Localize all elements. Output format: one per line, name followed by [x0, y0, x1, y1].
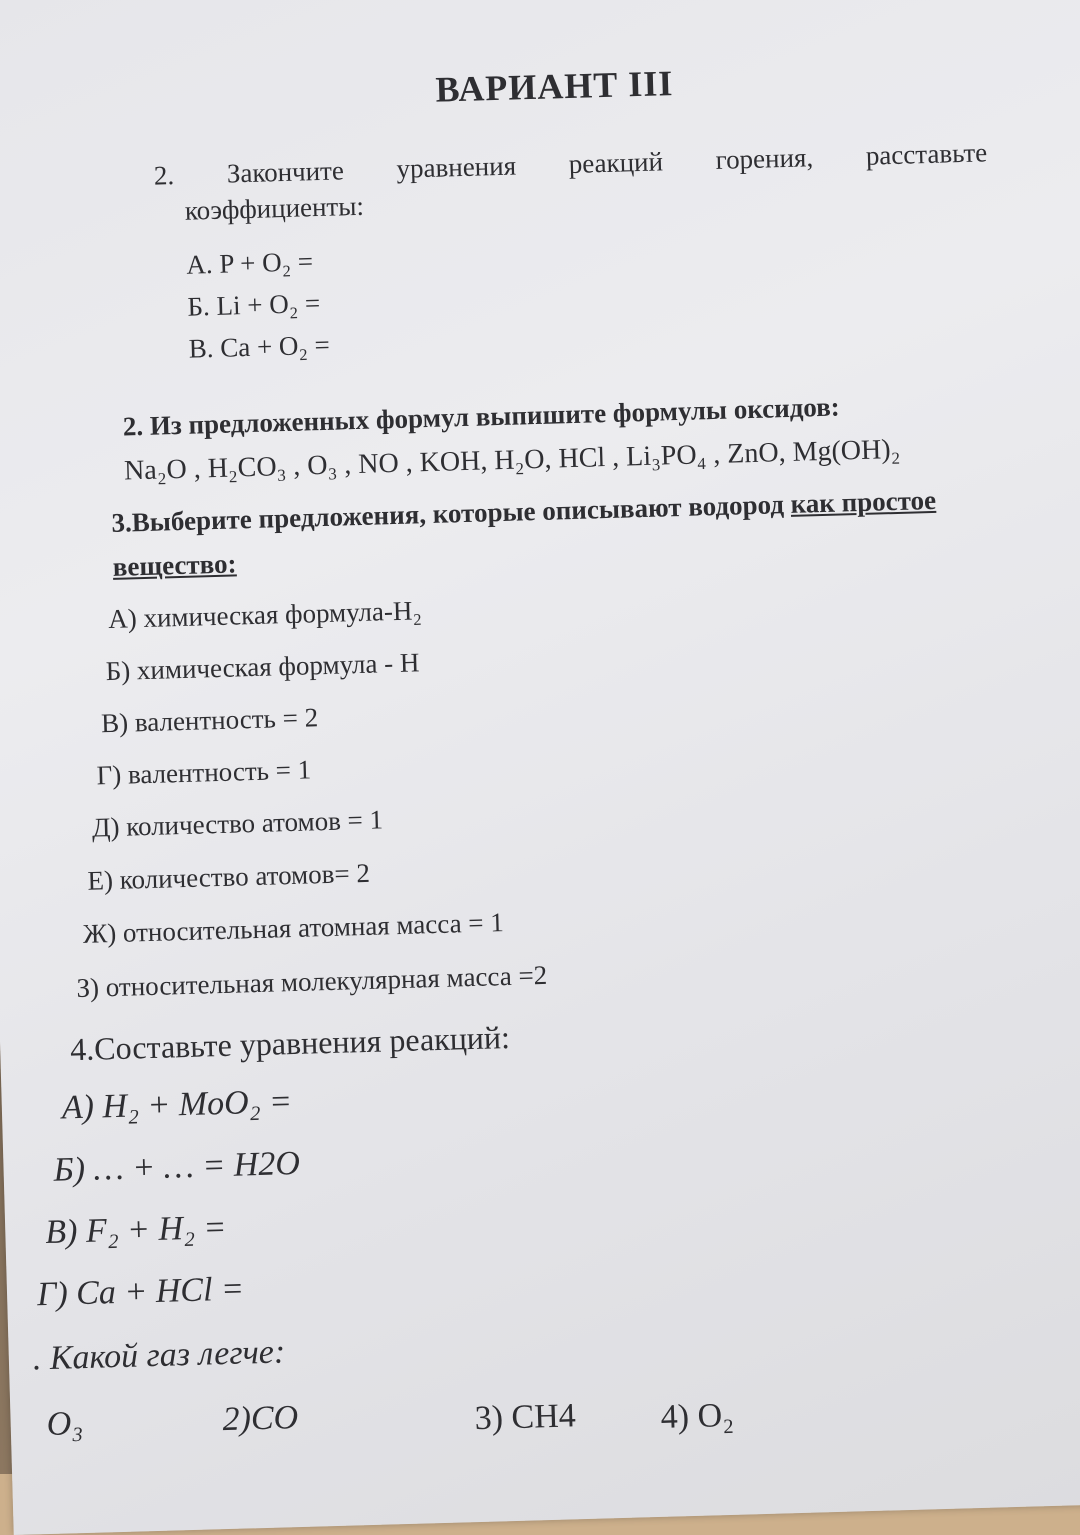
task2-formulas: Na₂O , H₂CO₃ , O₃ , NO , KOH, H₂O, HCl , Li₃PO₄ , ZnO, Mg(OH)₂	[123, 433, 901, 487]
task3-prompt-underlined-2: вещество:	[112, 548, 237, 582]
page-title: ВАРИАНТ III	[435, 63, 674, 110]
task3-option-e: Д) количество атомов = 1	[91, 804, 384, 843]
task1-prompt-line2: коэффициенты:	[184, 190, 365, 226]
task4-item-b: Б) … + … = H2O	[53, 1144, 301, 1189]
task4-item-a: А) H₂ + MoO₂ =	[61, 1083, 293, 1127]
task3-prompt-underlined: как простое	[790, 484, 937, 519]
task3-option-c: В) валентность = 2	[100, 702, 319, 739]
task3-option-h: З) относительная молекулярная масса =2	[76, 959, 548, 1004]
task3-option-g: Ж) относительная атомная масса = 1	[82, 907, 505, 949]
task1-item-c: В. Ca + O₂ =	[188, 329, 331, 364]
task4-prompt: 4.Составьте уравнения реакций:	[69, 1018, 511, 1068]
task5-option-3: 3) CH4	[474, 1397, 577, 1438]
task1-prompt-line1: 2. Закончите уравнения реакций горения, расставьте	[153, 137, 988, 191]
task3-prompt: 3.Выберите предложения, которые описывают водород	[111, 488, 792, 538]
task3-option-f: Е) количество атомов= 2	[87, 857, 371, 896]
task3-option-b: Б) химическая формула - H	[105, 647, 420, 687]
task5-option-1: O₃	[46, 1405, 84, 1444]
task5-option-4: 4) O₂	[660, 1396, 735, 1436]
task5-option-2: 2)CO	[222, 1399, 299, 1439]
task2-prompt: 2. Из предложенных формул выпишите формулы оксидов:	[122, 391, 841, 442]
task5-prompt: . Какой газ легче:	[32, 1333, 286, 1378]
task4-item-c: В) F₂ + H₂ =	[44, 1208, 227, 1252]
task3-option-d: Г) валентность = 1	[96, 754, 312, 791]
task3-option-a: А) химическая формула-H₂	[107, 595, 423, 635]
task4-item-d: Г) Ca + HCl =	[36, 1270, 245, 1314]
task1-item-b: Б. Li + O₂ =	[187, 287, 321, 322]
task1-item-a: А. P + O₂ =	[185, 246, 314, 280]
